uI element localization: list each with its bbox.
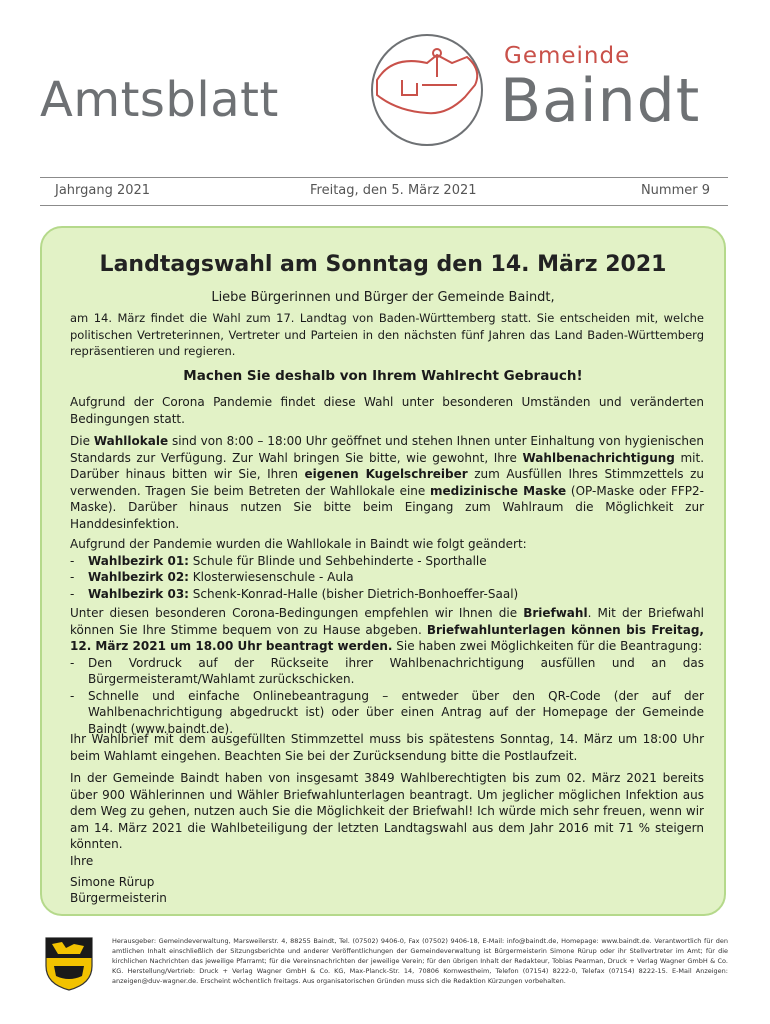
imprint: Herausgeber: Gemeindeverwaltung, Marsweilerstr. 4, 88255 Baindt, Tel. (07502) 9406-0, Fax (07502) 9406-18, E-Mail: info@baindt.de, Homepage: www.baindt.de. Verantwortlich für den amtlichen Inhalt einschließlich der Sitzungsberichte und anderer Veröffentlichungen der Gemeindeverwaltung ist Bürgermeisterin Simone Rürup oder ihr Stellvertreter im Amt; für die kirchlichen Nachrichten das jeweilige Pfarramt; für die Vereinsnachrichten der jeweilige Verein; für den übrigen Inhalt der Redakteur, Tobias Pearman, Druck + Verlag Wagner GmbH & Co. KG. Herstellung/Vertrieb: Druck + Verlag Wagner GmbH & Co. KG, Max-Planck-Str. 14, 70806 Kornwestheim, Telefon (07154) 8222-0, Telefax (07154) 8222-15. E-Mail Anzeigen: anzeigen@duv-wagner.de. Erscheint wöchentlich freitags. Aus organisatorischen Gründen muss sich die Redaktion Kürzungen vorbehalten.: [112, 937, 728, 985]
issue-year: Jahrgang 2021: [55, 183, 151, 198]
paragraph-briefwahl: Unter diesen besonderen Corona-Bedingungen empfehlen wir Ihnen die Briefwahl. Mit der Briefwahl können Sie Ihre Stimme bequem von zu Hause abgeben. Briefwahlunterlagen können bis Freitag, 12. März 2021 um 18.00 Uhr beantragt werden. Sie haben zwei Möglichkeiten für die Beantragung: - Den Vordruck auf der Rückseite ihrer Wahlbenachrichtigung ausfüllen und an das Bürgermeisteramt/Wahlamt zurückschicken. - Schnelle und einfache Onlinebeantragung – entweder über den QR-Code (der auf der Wahlbenachrichtigung abgedruckt ist) oder über einen Antrag auf der Homepage der Gemeinde Baindt (www.baindt.de).: [70, 605, 704, 737]
masthead-baindt: Baindt: [500, 66, 701, 136]
paragraph-wahlbrief: Ihr Wahlbrief mit dem ausgefüllten Stimmzettel muss bis spätestens Sonntag, 14. März um 18:00 Uhr beim Wahlamt eingehen. Beachten Sie bei der Zurücksendung bitte die Postlaufzeit.: [70, 732, 704, 763]
list-item: - Den Vordruck auf der Rückseite ihrer Wahlbenachrichtigung ausfüllen und an das Bürgermeisteramt/Wahlamt zurückschicken.: [70, 655, 704, 688]
masthead-gemeinde: Gemeinde: [504, 43, 631, 69]
article-headline: Landtagswahl am Sonntag den 14. März 2021: [99, 252, 667, 277]
article-greeting: Liebe Bürgerinnen und Bürger der Gemeinde Baindt,: [211, 290, 555, 305]
list-item: - Wahlbezirk 01: Schule für Blinde und Sehbehinderte - Sporthalle: [70, 553, 704, 570]
paragraph-statistik: In der Gemeinde Baindt haben von insgesamt 3849 Wahlberechtigten bis zum 02. März 2021 bereits über 900 Wählerinnen und Wähler Briefwahlunterlagen beantragt. Um jeglicher möglichen Infektion aus dem Weg zu gehen, nutzen auch Sie die Möglichkeit der Briefwahl! Ich würde mich sehr freuen, wenn wir am 14. März 2021 die Wahlbeteiligung der letzten Landtagswahl aus dem Jahr 2016 mit 71 % steigern könnten.: [70, 771, 704, 851]
divider-top: [40, 177, 728, 178]
article-intro: am 14. März findet die Wahl zum 17. Landtag von Baden-Württemberg statt. Sie entscheiden mit, welche politischen Vertreterinnen, Vertreter und Parteien in den nächsten fünf Jahren das Land Baden-Württemberg repräsentieren und regieren.: [70, 311, 704, 358]
coat-of-arms-icon: [44, 936, 94, 992]
paragraph-wahllokale: Die Wahllokale sind von 8:00 – 18:00 Uhr geöffnet und stehen Ihnen unter Einhaltung von hygienischen Standards zur Verfügung. Zur Wahl bringen Sie bitte, wie gewohnt, Ihre Wahlbenachrichtigung mit. Darüber hinaus bitten wir Sie, Ihren eigenen Kugelschreiber zum Ausfüllen Ihres Stimmzettels zu verwenden. Tragen Sie beim Betreten der Wahllokale eine medizinische Maske (OP-Maske oder FFP2-Maske). Darüber hinaus nutzen Sie bitte beim Eingang zum Wahlraum die Möglichkeit zur Handdesinfektion.: [70, 434, 705, 531]
paragraph-corona: Aufgrund der Corona Pandemie findet diese Wahl unter besonderen Umständen und veränderten Bedingungen statt.: [70, 395, 704, 426]
list-item: - Wahlbezirk 02: Klosterwiesenschule - Aula: [70, 569, 704, 586]
issue-number: Nummer 9: [640, 183, 710, 198]
issue-date: Freitag, den 5. März 2021: [310, 183, 477, 198]
closing-signature: Ihre Simone Rürup Bürgermeisterin: [70, 854, 167, 905]
article-appeal: Machen Sie deshalb von Ihrem Wahlrecht Gebrauch!: [183, 368, 583, 384]
paragraph-wahlbezirke: Aufgrund der Pandemie wurden die Wahllokale in Baindt wie folgt geändert: - Wahlbezirk 01: Schule für Blinde und Sehbehinderte - Sporthalle - Wahlbezirk 02: Klosterwiesenschule - Aula - Wahlbezirk 03: Schenk-Konrad-Halle (bisher Dietrich-Bonhoeffer-Saal): [70, 536, 704, 602]
list-item: - Schnelle und einfache Onlinebeantragung – entweder über den QR-Code (der auf der Wahlbenachrichtigung abgedruckt ist) oder über einen Antrag auf der Homepage der Gemeinde Baindt (www.baindt.de).: [70, 688, 704, 738]
divider-bottom: [40, 205, 728, 206]
baindt-logo-icon: [357, 25, 507, 155]
masthead-amtsblatt: Amtsblatt: [40, 72, 279, 128]
list-item: - Wahlbezirk 03: Schenk-Konrad-Halle (bisher Dietrich-Bonhoeffer-Saal): [70, 586, 704, 603]
